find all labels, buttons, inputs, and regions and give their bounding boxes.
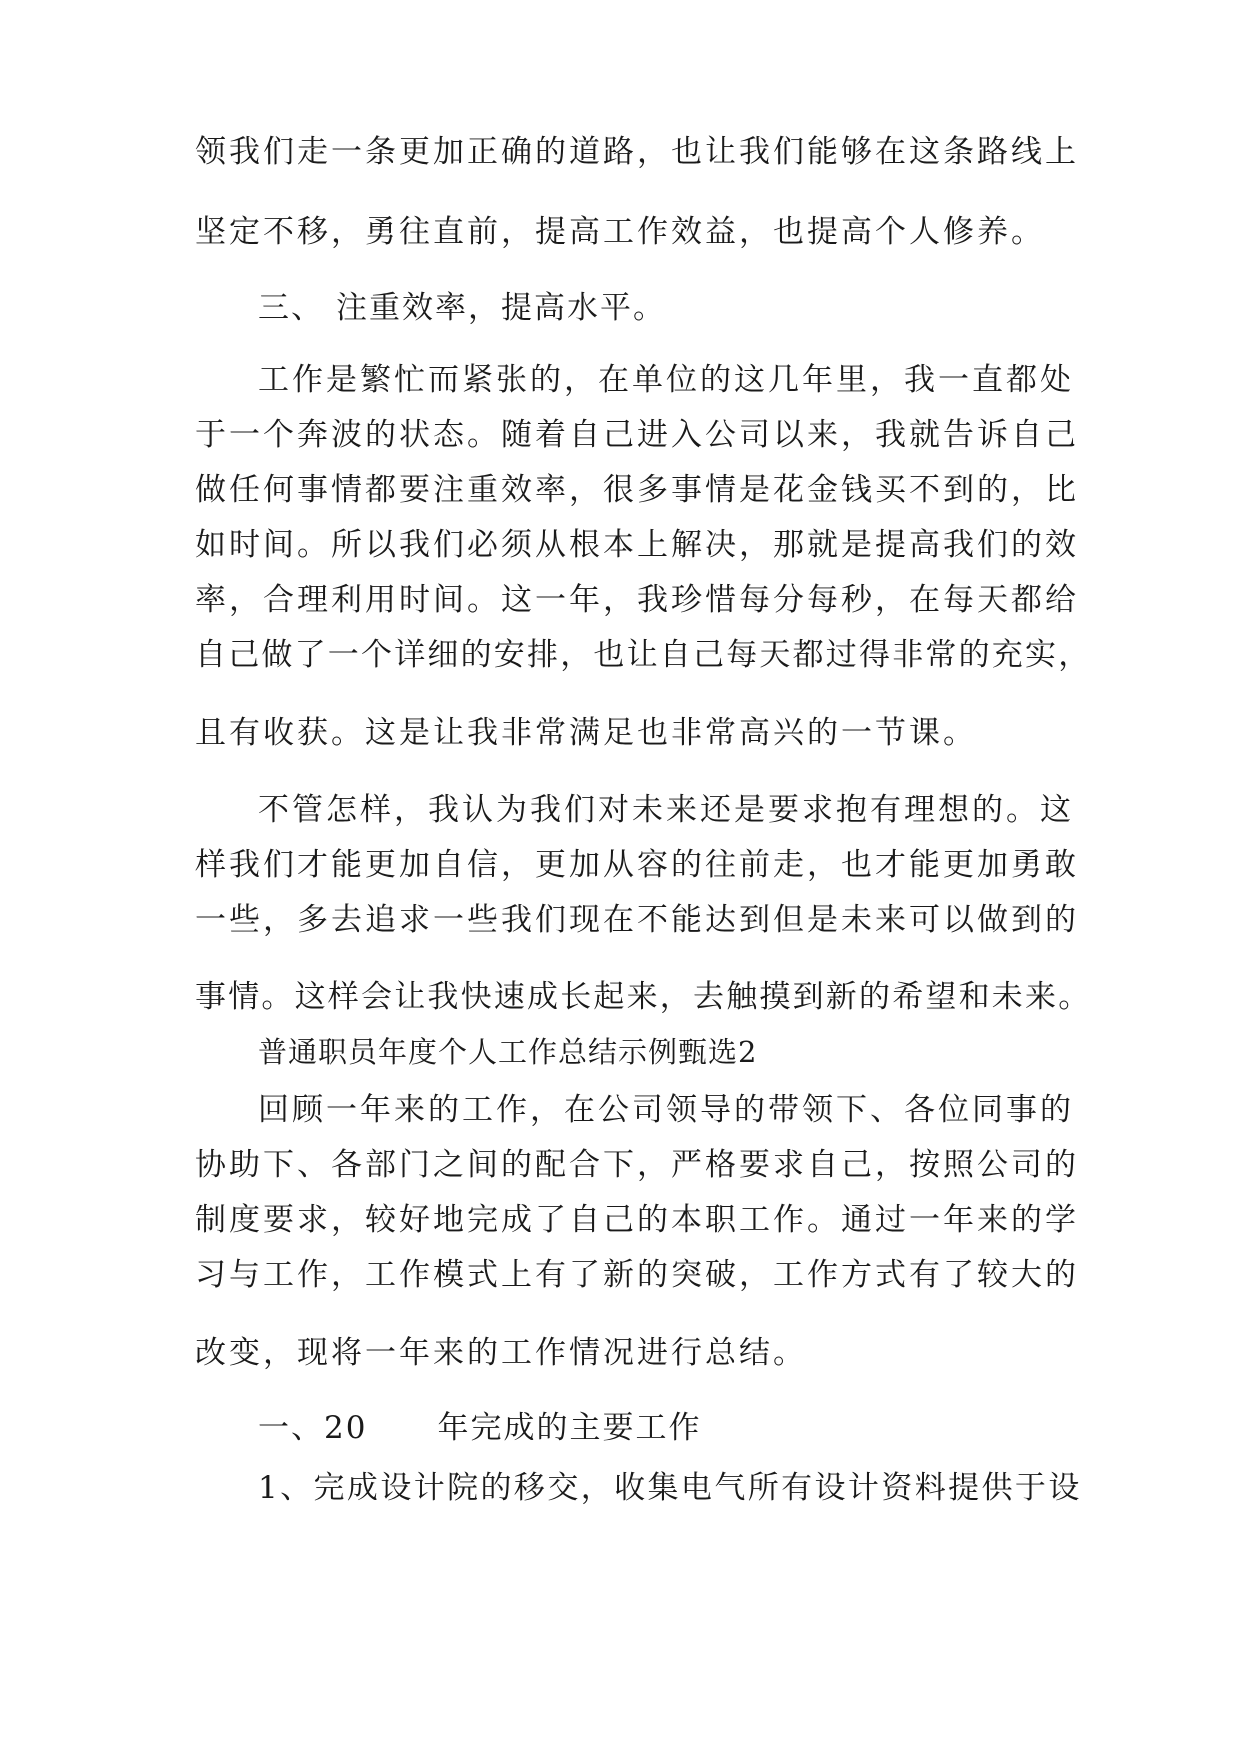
paragraph-line: 回顾一年来的工作，在公司领导的带领下、各位同事的 [258,1092,1074,1128]
paragraph-line: 协助下、各部门之间的配合下，严格要求自己，按照公司的 [195,1147,1079,1183]
paragraph-line: 改变，现将一年来的工作情况进行总结。 [195,1335,807,1371]
paragraph-line: 1、完成设计院的移交，收集电气所有设计资料提供于设 [258,1470,1082,1506]
paragraph-line: 样我们才能更加自信，更加从容的往前走，也才能更加勇敢 [195,847,1079,883]
paragraph-line: 如时间。所以我们必须从根本上解决，那就是提高我们的效 [195,527,1079,563]
paragraph-line: 于一个奔波的状态。随着自己进入公司以来，我就告诉自己 [195,417,1079,453]
section-number: 三、 [258,290,324,326]
paragraph-line: 且有收获。这是让我非常满足也非常高兴的一节课。 [195,715,977,751]
paragraph-line: 工作是繁忙而紧张的，在单位的这几年里，我一直都处 [258,362,1074,398]
section-title: 注重效率，提高水平。 [336,290,666,326]
paragraph-line: 一些，多去追求一些我们现在不能达到但是未来可以做到的 [195,902,1079,938]
section-heading-one [258,1408,1055,1448]
paragraph-line: 做任何事情都要注重效率，很多事情是花金钱买不到的，比 [195,472,1079,508]
paragraph-line: 坚定不移，勇往直前，提高工作效益，也提高个人修养。 [195,214,1045,250]
section-number: 一、20 [258,1410,368,1446]
section-heading-three [258,288,1055,328]
paragraph-line: 事情。这样会让我快速成长起来，去触摸到新的希望和未来。 [195,979,1092,1015]
paragraph-line: 率，合理利用时间。这一年，我珍惜每分每秒，在每天都给 [195,582,1079,618]
section-title: 年完成的主要工作 [437,1410,702,1446]
paragraph-line: 自己做了一个详细的安排，也让自己每天都过得非常的充实， [195,637,1092,673]
paragraph-line: 不管怎样，我认为我们对未来还是要求抱有理想的。这 [258,792,1074,828]
paragraph-line: 制度要求，较好地完成了自己的本职工作。通过一年来的学 [195,1202,1079,1238]
article-title: 普通职员年度个人工作总结示例甄选2 [258,1035,758,1069]
paragraph-line: 习与工作，工作模式上有了新的突破，工作方式有了较大的 [195,1257,1079,1293]
paragraph-line: 领我们走一条更加正确的道路，也让我们能够在这条路线上 [195,134,1079,170]
